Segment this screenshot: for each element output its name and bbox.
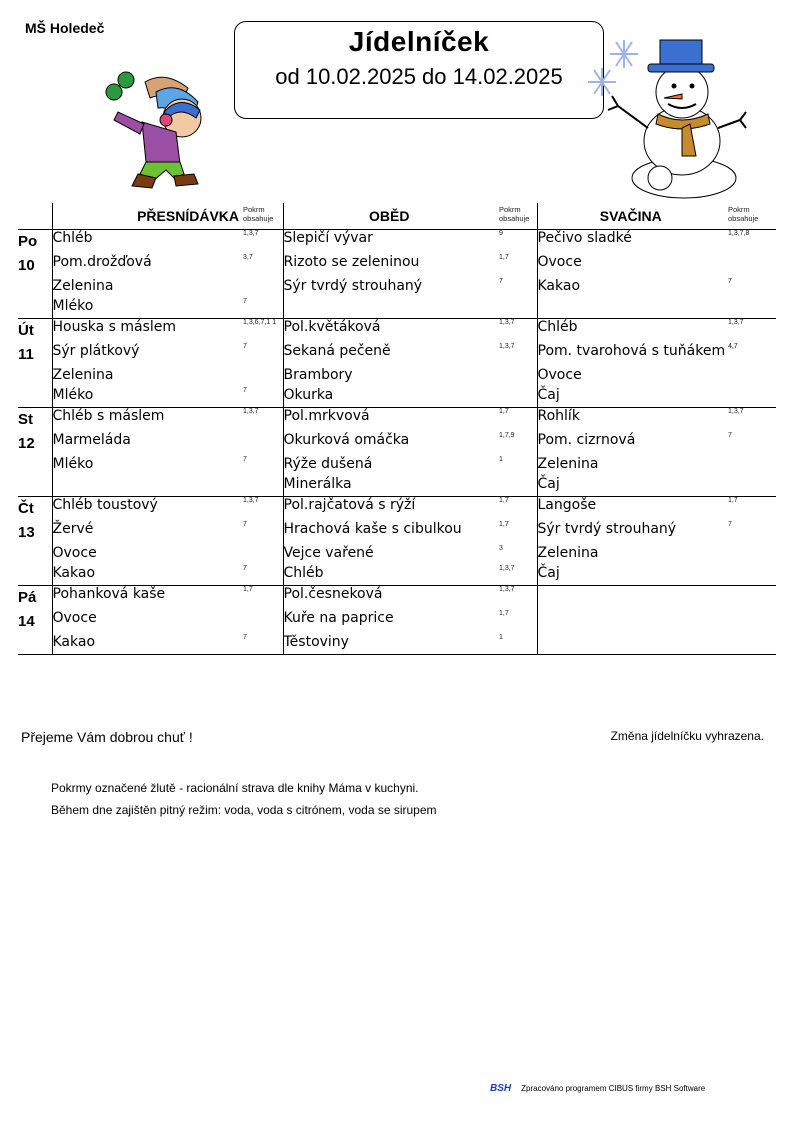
lunch-item: Minerálka xyxy=(283,476,499,497)
snack-item xyxy=(537,610,728,634)
lunch-allergens: 9 xyxy=(499,230,503,237)
breakfast-item: Marmeláda xyxy=(52,432,243,456)
snack-allergens xyxy=(728,456,776,476)
snack-item: Rohlík xyxy=(537,408,728,433)
lunch-allergens: 1 xyxy=(499,456,503,463)
lunch-allergens: 1,3,7 xyxy=(499,565,537,586)
snack-allergens: 1,3,7 xyxy=(728,408,744,415)
breakfast-allergens: 1,7 xyxy=(243,586,253,593)
lunch-item xyxy=(283,298,499,319)
day-number: 11 xyxy=(18,346,34,363)
breakfast-item: Pohanková kaše xyxy=(52,586,243,611)
snack-item: Čaj xyxy=(537,476,728,497)
day-cell xyxy=(18,367,52,387)
lunch-item: Brambory xyxy=(283,367,499,387)
snack-allergens: 1,3,7,8 xyxy=(728,230,750,237)
breakfast-header: PŘESNÍDÁVKA xyxy=(52,203,243,230)
snack-allergens: 4,7 xyxy=(728,343,738,350)
day-cell xyxy=(18,545,52,565)
breakfast-item: Zelenina xyxy=(52,278,243,298)
lunch-allergens xyxy=(499,367,537,387)
table-row xyxy=(18,521,776,545)
lunch-allergens: 3 xyxy=(499,545,503,552)
snack-item: Pom. tvarohová s tuňákem xyxy=(537,343,728,367)
day-number: 10 xyxy=(18,257,35,274)
footer-text: Zpracováno programem CIBUS firmy BSH Software xyxy=(521,1084,706,1093)
day-cell xyxy=(18,456,52,476)
table-row xyxy=(18,367,776,387)
breakfast-item: Kakao xyxy=(52,565,243,586)
snack-allergens: 7 xyxy=(728,432,732,439)
breakfast-allergens xyxy=(243,476,283,497)
wish-text: Přejeme Vám dobrou chuť ! xyxy=(21,729,193,745)
day-number: 14 xyxy=(18,613,35,630)
day-abbr: Út xyxy=(18,322,34,339)
note-line: Během dne zajištěn pitný režim: voda, voda s citrónem, voda se sirupem xyxy=(51,803,437,817)
breakfast-allergens: 7 xyxy=(243,387,283,408)
day-header xyxy=(18,203,52,230)
table-row xyxy=(18,634,776,655)
snack-allergens xyxy=(728,298,776,319)
allergen-header: Pokrm obsahuje xyxy=(728,203,776,230)
snack-allergens xyxy=(728,586,776,611)
breakfast-item: Zelenina xyxy=(52,367,243,387)
header-row xyxy=(18,203,776,230)
snack-allergens xyxy=(728,610,776,634)
snack-item: Ovoce xyxy=(537,367,728,387)
table-row xyxy=(18,230,776,255)
lunch-item: Pol.květáková xyxy=(283,319,499,344)
footer xyxy=(490,1083,705,1094)
breakfast-allergens: 7 xyxy=(243,456,247,463)
snack-item: Ovoce xyxy=(537,254,728,278)
lunch-allergens xyxy=(499,476,537,497)
breakfast-item: Chléb xyxy=(52,230,243,255)
table-row xyxy=(18,343,776,367)
breakfast-item: Kakao xyxy=(52,634,243,655)
breakfast-allergens xyxy=(243,610,283,634)
breakfast-allergens: 1,3,6,7,1 1 xyxy=(243,319,277,326)
day-cell xyxy=(18,278,52,298)
day-cell xyxy=(18,634,52,655)
table-row xyxy=(18,476,776,497)
breakfast-allergens: 7 xyxy=(243,521,247,528)
bsh-logo: BSH xyxy=(490,1083,512,1094)
allergen-header: Pokrm obsahuje xyxy=(243,203,283,230)
note-line: Pokrmy označené žlutě - racionální strava dle knihy Máma v kuchyni. xyxy=(51,781,419,795)
lunch-allergens: 1,3,7 xyxy=(499,586,515,593)
day-number: 12 xyxy=(18,435,35,452)
table-row xyxy=(18,254,776,278)
lunch-allergens: 1,7 xyxy=(499,408,509,415)
lunch-allergens xyxy=(499,387,537,408)
lunch-item: Rýže dušená xyxy=(283,456,499,476)
lunch-allergens: 1,7 xyxy=(499,610,509,617)
day-abbr: Čt xyxy=(18,500,34,517)
table-row xyxy=(18,565,776,586)
lunch-allergens: 1,3,7 xyxy=(499,343,515,350)
lunch-item: Okurka xyxy=(283,387,499,408)
breakfast-item: Houska s máslem xyxy=(52,319,243,344)
snack-allergens: 7 xyxy=(728,278,732,285)
snack-item: Pečivo sladké xyxy=(537,230,728,255)
snack-item: Čaj xyxy=(537,387,728,408)
title-box xyxy=(234,21,604,119)
snack-allergens xyxy=(728,634,776,655)
table-row xyxy=(18,278,776,298)
snack-header: SVAČINA xyxy=(537,203,728,230)
breakfast-item: Sýr plátkový xyxy=(52,343,243,367)
breakfast-allergens xyxy=(243,432,283,456)
day-abbr: St xyxy=(18,411,33,428)
snack-allergens xyxy=(728,367,776,387)
breakfast-allergens: 1,3,7 xyxy=(243,408,259,415)
lunch-item: Slepičí vývar xyxy=(283,230,499,255)
table-row xyxy=(18,456,776,476)
lunch-item: Rizoto se zeleninou xyxy=(283,254,499,278)
lunch-allergens: 7 xyxy=(499,278,503,285)
table-row xyxy=(18,408,776,433)
breakfast-allergens: 7 xyxy=(243,565,283,586)
lunch-allergens: 1,7 xyxy=(499,497,509,504)
breakfast-allergens: 1,3,7 xyxy=(243,497,259,504)
snack-item: Pom. cizrnová xyxy=(537,432,728,456)
snack-item: Sýr tvrdý strouhaný xyxy=(537,521,728,545)
lunch-item: Chléb xyxy=(283,565,499,586)
table-row xyxy=(18,319,776,344)
table-row xyxy=(18,497,776,522)
day-number: 13 xyxy=(18,524,35,541)
day-cell xyxy=(18,565,52,586)
breakfast-item: Ovoce xyxy=(52,545,243,565)
snack-item: Zelenina xyxy=(537,545,728,565)
breakfast-allergens: 1,3,7 xyxy=(243,230,259,237)
breakfast-allergens: 7 xyxy=(243,343,247,350)
lunch-item: Okurková omáčka xyxy=(283,432,499,456)
breakfast-allergens xyxy=(243,545,283,565)
day-cell xyxy=(18,387,52,408)
date-range: od 10.02.2025 do 14.02.2025 xyxy=(275,64,563,89)
breakfast-allergens xyxy=(243,278,283,298)
menu-table xyxy=(18,203,776,655)
lunch-allergens: 1,7,9 xyxy=(499,432,515,439)
breakfast-item: Chléb toustový xyxy=(52,497,243,522)
snack-item xyxy=(537,298,728,319)
breakfast-item: Mléko xyxy=(52,298,243,319)
allergen-header: Pokrm obsahuje xyxy=(499,203,537,230)
snack-allergens xyxy=(728,387,776,408)
snowflake-icon xyxy=(588,40,638,96)
snack-allergens xyxy=(728,476,776,497)
lunch-allergens: 1 xyxy=(499,634,537,655)
table-row xyxy=(18,610,776,634)
snack-allergens xyxy=(728,254,776,278)
breakfast-allergens xyxy=(243,367,283,387)
table-row xyxy=(18,432,776,456)
lunch-allergens: 1,7 xyxy=(499,254,509,261)
snack-allergens xyxy=(728,545,776,565)
lunch-item: Vejce vařené xyxy=(283,545,499,565)
day-abbr: Po xyxy=(18,233,38,250)
breakfast-item: Ovoce xyxy=(52,610,243,634)
snack-allergens: 1,3,7 xyxy=(728,319,744,326)
child-illustration xyxy=(70,62,220,197)
lunch-header: OBĚD xyxy=(283,203,499,230)
lunch-item: Pol.mrkvová xyxy=(283,408,499,433)
lunch-item: Kuře na paprice xyxy=(283,610,499,634)
lunch-allergens: 1,3,7 xyxy=(499,319,515,326)
school-name: MŠ Holedeč xyxy=(25,20,105,36)
day-cell xyxy=(18,476,52,497)
lunch-allergens xyxy=(499,298,537,319)
snack-item: Langoše xyxy=(537,497,728,522)
breakfast-item: Chléb s máslem xyxy=(52,408,243,433)
breakfast-allergens: 3,7 xyxy=(243,254,253,261)
snack-item: Kakao xyxy=(537,278,728,298)
snack-item: Chléb xyxy=(537,319,728,344)
day-cell xyxy=(18,298,52,319)
lunch-item: Hrachová kaše s cibulkou xyxy=(283,521,499,545)
snack-item xyxy=(537,634,728,655)
table-row xyxy=(18,298,776,319)
snack-item: Zelenina xyxy=(537,456,728,476)
change-note: Změna jídelníčku vyhrazena. xyxy=(610,729,764,743)
lunch-item: Pol.česneková xyxy=(283,586,499,611)
table-row xyxy=(18,387,776,408)
breakfast-item: Mléko xyxy=(52,456,243,476)
snack-allergens: 1,7 xyxy=(728,497,738,504)
lunch-item: Těstoviny xyxy=(283,634,499,655)
breakfast-item xyxy=(52,476,243,497)
snowman-illustration xyxy=(578,36,748,201)
snack-item: Čaj xyxy=(537,565,728,586)
lunch-item: Sýr tvrdý strouhaný xyxy=(283,278,499,298)
breakfast-item: Žervé xyxy=(52,521,243,545)
page-title: Jídelníček xyxy=(348,26,490,57)
lunch-item: Sekaná pečeně xyxy=(283,343,499,367)
breakfast-allergens: 7 xyxy=(243,298,283,319)
lunch-allergens: 1,7 xyxy=(499,521,509,528)
table-row xyxy=(18,586,776,611)
snack-allergens xyxy=(728,565,776,586)
snack-allergens: 7 xyxy=(728,521,732,528)
lunch-item: Pol.rajčatová s rýží xyxy=(283,497,499,522)
breakfast-item: Mléko xyxy=(52,387,243,408)
snack-item xyxy=(537,586,728,611)
day-abbr: Pá xyxy=(18,589,37,606)
breakfast-allergens: 7 xyxy=(243,634,283,655)
breakfast-item: Pom.drožďová xyxy=(52,254,243,278)
table-row xyxy=(18,545,776,565)
